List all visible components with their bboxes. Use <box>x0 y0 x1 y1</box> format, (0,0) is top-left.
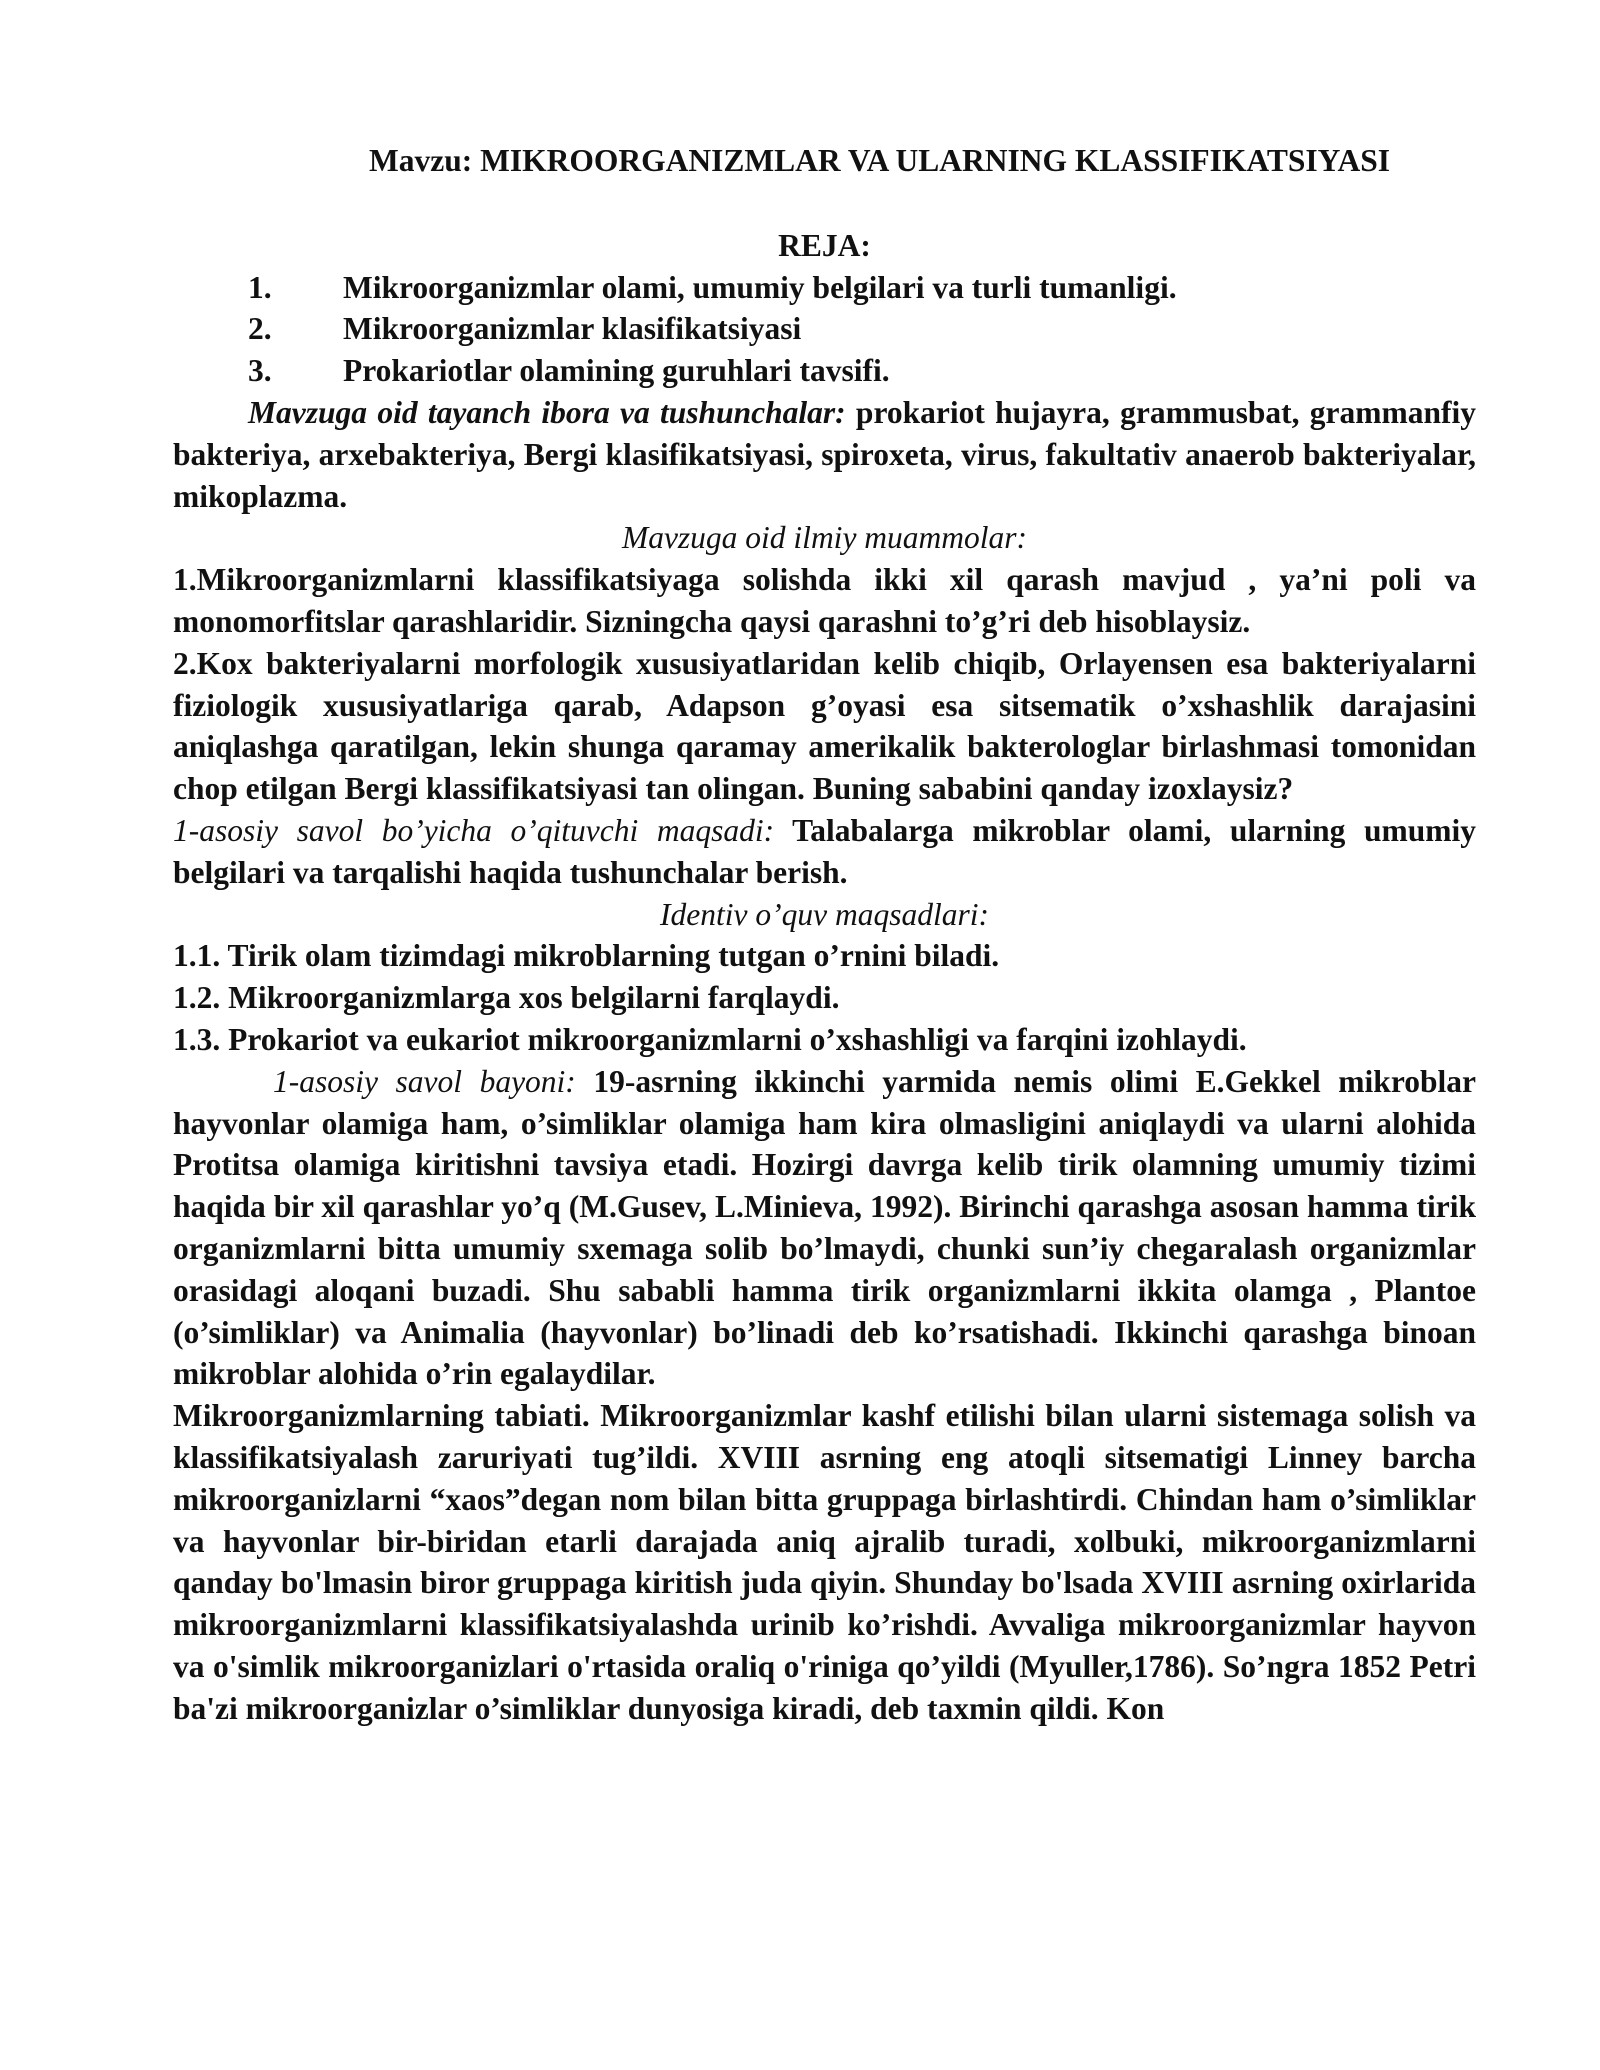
plan-list <box>173 267 1476 392</box>
problem-2: 2.Kox bakteriyalarni morfologik xususiyatlaridan kelib chiqib, Orlayensen esa bakteriyalarni fiziologik xususiyatlariga qarab, Adapson g’oyasi esa sitsematik o’xshashlik darajasini aniqlashga qaratilgan, lekin shunga qaramay amerikalik bakterologlar birlashmasi tomonidan chop etilgan Bergi klassifikatsiyasi tan olingan. Buning sababini qanday izoxlaysiz? <box>173 645 1476 807</box>
nature-paragraph: Mikroorganizmlarning tabiati. Mikroorganizmlar kashf etilishi bilan ularni sistemaga solish va klassifikatsiyalash zaruriyati tug’ildi. XVIII asrning eng atoqli sitsematigi Linney barcha mikroorganizlarni “xaos”degan nom bilan bitta gruppaga birlashtirdi. Chindan ham o’simliklar va hayvonlar bir-biridan etarli darajada aniq ajralib turadi, xolbuki, mikroorganizmlarni qanday bo'lmasin biror gruppaga kiritish juda qiyin. Shunday bo'lsada XVIII asrning oxirlarida mikroorganizmlarni klassifikatsiyalashda urinib ko’rishdi. Avvaliga mikroorganizmlar hayvon va o'simlik mikroorganizlari o'rtasida oraliq o'riniga qo’yildi (Myuller,1786). So’ngra 1852 Petri ba'zi mikroorganizlar o’simliklar dunyosiga kiradi, deb taxmin qildi. Kon <box>173 1398 1476 1726</box>
page-title: Mavzu: MIKROORGANIZMLAR VA ULARNING KLASSIFIKATSIYASI <box>369 143 1390 178</box>
objectives-heading: Identiv o’quv maqsadlari: <box>660 896 989 932</box>
plan-item-number: 3. <box>248 353 272 389</box>
plan-item <box>173 308 1476 350</box>
problems-heading: Mavzuga oid ilmiy muammolar: <box>621 520 1028 556</box>
plan-item-number: 1. <box>248 269 272 305</box>
keywords-text: prokariot hujayra, grammusbat, grammanfiy bakteriya, arxebakteriya, Bergi klasifikatsiyasi, spiroxeta, virus, fakultativ anaerob bakteriyalar, mikoplazma. <box>173 394 1476 514</box>
answer-label: 1-asosiy savol bayoni: <box>273 1063 576 1099</box>
teacher-goal-text: Talabalarga mikroblar olami, ularning umumiy belgilari va tarqalishi haqida tushunchalar berish. <box>173 812 1476 890</box>
answer-paragraph <box>173 1061 1476 1395</box>
objective-item: 1.3. Prokariot va eukariot mikroorganizmlarni o’xshashligi va farqini izohlaydi. <box>173 1021 1247 1057</box>
plan-heading: REJA: <box>778 227 871 263</box>
teacher-goal-label: 1-asosiy savol bo’yicha o’qituvchi maqsadi: <box>173 812 775 848</box>
teacher-goal-paragraph <box>173 810 1476 894</box>
plan-item-number: 2. <box>248 311 272 347</box>
problem-1: 1.Mikroorganizmlarni klassifikatsiyaga solishda ikki xil qarash mavjud , ya’ni poli va monomorfitslar qarashlaridir. Sizningcha qaysi qarashni to’g’ri deb hisoblaysiz. <box>173 562 1476 639</box>
keywords-paragraph <box>173 392 1476 517</box>
plan-item <box>173 350 1476 392</box>
answer-text: 19-asrning ikkinchi yarmida nemis olimi E.Gekkel mikroblar hayvonlar olamiga ham, o’simliklar olamiga ham kira olmasligini aniqlaydi va ularni alohida Protitsa olamiga kiritishni tavsiya etadi. Hozirgi davrga kelib tirik olamning umumiy tizimi haqida bir xil qarashlar yo’q (M.Gusev, L.Minieva, 1992). Birinchi qarashga asosan hamma tirik organizmlarni bitta umumiy sxemaga solib bo’lmaydi, chunki sun’iy chegaralash organizmlar orasidagi aloqani buzadi. Shu sababli hamma tirik organizmlarni ikkita olamga , Plantoe (o’simliklar) va Animalia (hayvonlar) bo’linadi deb ko’rsatishadi. Ikkinchi qarashga binoan mikroblar alohida o’rin egalaydilar. <box>173 1063 1476 1392</box>
plan-item-text: Prokariotlar olamining guruhlari tavsifi. <box>343 353 890 389</box>
objective-item: 1.1. Tirik olam tizimdagi mikroblarning tutgan o’rnini biladi. <box>173 938 1000 974</box>
plan-item-text: Mikroorganizmlar olami, umumiy belgilari va turli tumanligi. <box>343 269 1177 305</box>
objective-item: 1.2. Mikroorganizmlarga xos belgilarni farqlaydi. <box>173 980 840 1016</box>
plan-item-text: Mikroorganizmlar klasifikatsiyasi <box>343 311 802 347</box>
plan-item <box>173 267 1476 309</box>
document-page <box>173 140 1476 1729</box>
keywords-label: Mavzuga oid tayanch ibora va tushunchalar: <box>248 394 846 430</box>
